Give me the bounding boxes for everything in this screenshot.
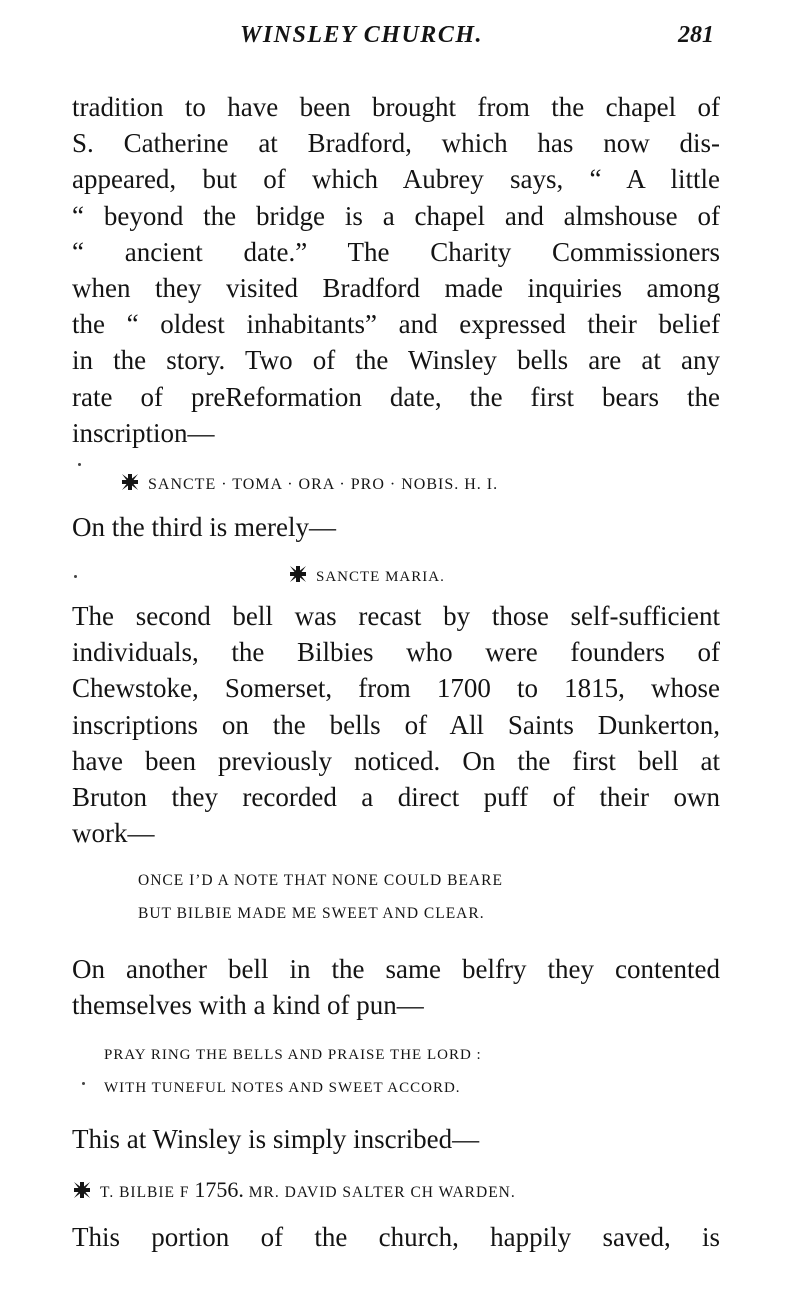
text-line: rate of preReformation date, the first bears the [72,381,720,412]
text-line: On the third is merely— [72,512,336,542]
text-line: inscriptions on the bells of All Saints Dunkerton, [72,709,720,740]
text-line: Chewstoke, Somerset, from 1700 to 1815, whose [72,673,720,704]
paragraph-1 [72,89,720,451]
text-line: when they visited Bradford made inquiries among [72,272,720,303]
text-line: themselves with a kind of pun— [72,990,424,1021]
text-line: This at Winsley is simply inscribed— [72,1124,480,1154]
print-speck [82,1082,85,1085]
text-line: “ ancient date.” The Charity Commissioners [72,236,720,267]
inscription-text: SANCTE · TOMA · ORA · PRO · NOBIS. H. I. [148,476,499,493]
paragraph-4 [72,951,720,1023]
verse-2-line-2: WITH TUNEFUL NOTES AND SWEET ACCORD. [104,1080,461,1096]
text-line: have been previously noticed. On the first bell at [72,745,720,776]
bell-inscription-1 [120,472,498,495]
text-line: inscription— [72,417,215,448]
text-line: This portion of the church, happily saved, is [72,1222,720,1252]
inscription-year: 1756. [194,1177,244,1202]
page-header [0,22,800,56]
text-line: individuals, the Bilbies who were founders of [72,637,720,668]
running-title: WINSLEY CHURCH. [240,22,483,48]
paragraph-6 [72,1219,720,1255]
cross-pattee-icon [72,1180,92,1200]
text-line: On another bell in the same belfry they contented [72,954,720,984]
text-line: the “ oldest inhabitants” and expressed their belief [72,309,720,340]
paragraph-2 [72,509,720,545]
text-line: Bruton they recorded a direct puff of their own [72,781,720,812]
verse-1-line-1: ONCE I’D A NOTE THAT NONE COULD BEARE [138,872,503,889]
cross-pattee-icon [288,564,308,584]
paragraph-3 [72,598,720,851]
bell-inscription-2 [288,564,445,587]
verse-1-line-2: BUT BILBIE MADE ME SWEET AND CLEAR. [138,905,485,922]
text-line: tradition to have been brought from the chapel of [72,92,720,122]
text-line: S. Catherine at Bradford, which has now dis- [72,128,720,159]
paragraph-5 [72,1121,720,1157]
cross-pattee-icon [120,472,140,492]
bell-inscription-3 [72,1177,516,1203]
inscription-text: T. BILBIE F [100,1184,195,1201]
verse-2-line-1: PRAY RING THE BELLS AND PRAISE THE LORD : [104,1047,482,1063]
text-line: work— [72,818,155,849]
text-line: in the story. Two of the Winsley bells are at any [72,345,720,376]
inscription-text: SANCTE MARIA. [316,569,445,585]
text-line: The second bell was recast by those self-sufficient [72,601,720,631]
text-line: appeared, but of which Aubrey says, “ A little [72,164,720,195]
print-speck [74,575,77,578]
page-number: 281 [678,22,714,48]
inscription-text-rest: MR. DAVID SALTER CH WARDEN. [243,1184,516,1201]
text-line: “ beyond the bridge is a chapel and almshouse of [72,200,720,231]
print-speck [78,463,81,466]
